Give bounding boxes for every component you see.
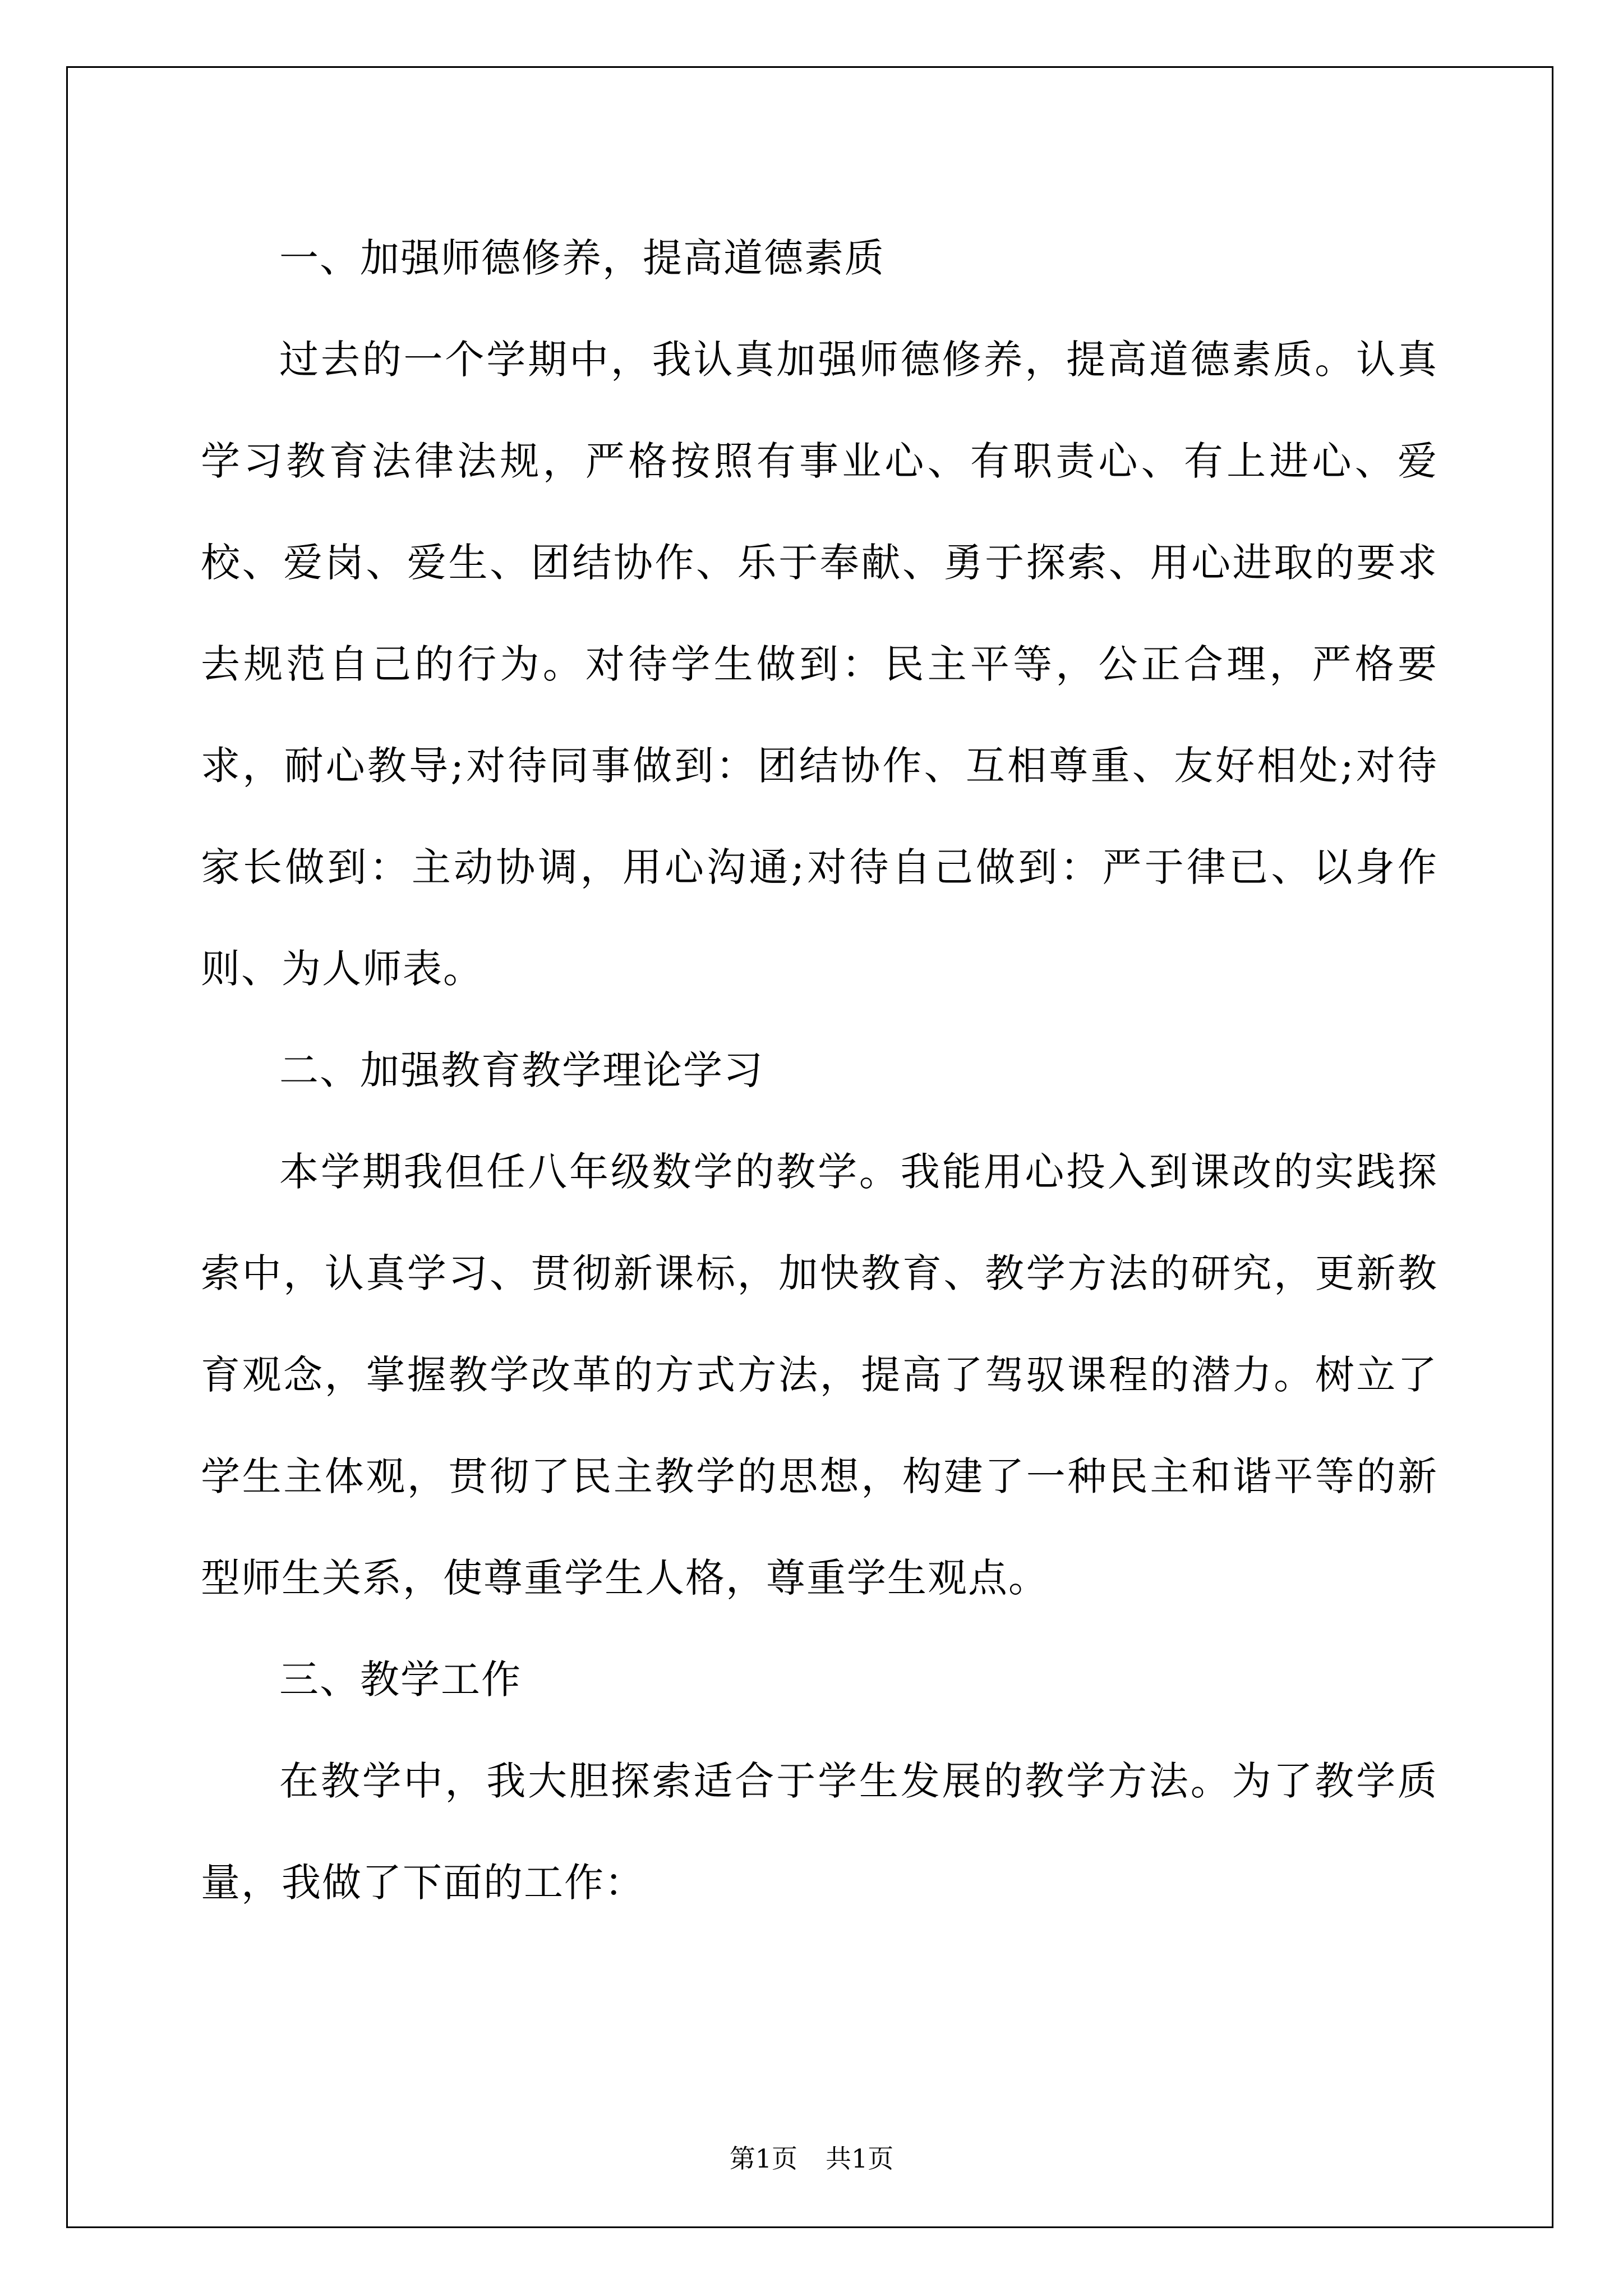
section-heading-2: 二、加强教育教学理论学习 <box>279 1047 764 1093</box>
section-heading-3: 三、教学工作 <box>279 1657 522 1703</box>
section-paragraph-1: 过去的一个学期中，我认真加强师德修养，提高道德素质。认真学习教育法律法规，严格按照有事业心、有职责心、有上进心、爱校、爱岗、爱生、团结协作、乐于奉献、勇于探索、用心进取的要求去规范自己的行为。对待学生做到：民主平等，公正合理，严格要求，耐心教导;对待同事做到：团结协作、互相尊重、友好相处;对待家长做到：主动协调，用心沟通;对待自己做到：严于律已、以身作则、为人师表。 <box>201 337 1438 992</box>
page-number-total: 共1页 <box>826 2143 894 2174</box>
section-heading-1: 一、加强师德修养，提高道德素质 <box>279 235 885 281</box>
section-paragraph-3: 在教学中，我大胆探索适合于学生发展的教学方法。为了教学质量，我做了下面的工作： <box>201 1758 1438 1906</box>
page-footer <box>0 2142 1623 2175</box>
page-number-current: 第1页 <box>729 2143 797 2174</box>
document-body <box>201 208 1438 1934</box>
section-paragraph-2: 本学期我但任八年级数学的教学。我能用心投入到课改的实践探索中，认真学习、贯彻新课标，加快教育、教学方法的研究，更新教育观念，掌握教学改革的方式方法，提高了驾驭课程的潜力。树立了学生主体观，贯彻了民主教学的思想，构建了一种民主和谐平等的新型师生关系，使尊重学生人格，尊重学生观点。 <box>201 1149 1438 1601</box>
